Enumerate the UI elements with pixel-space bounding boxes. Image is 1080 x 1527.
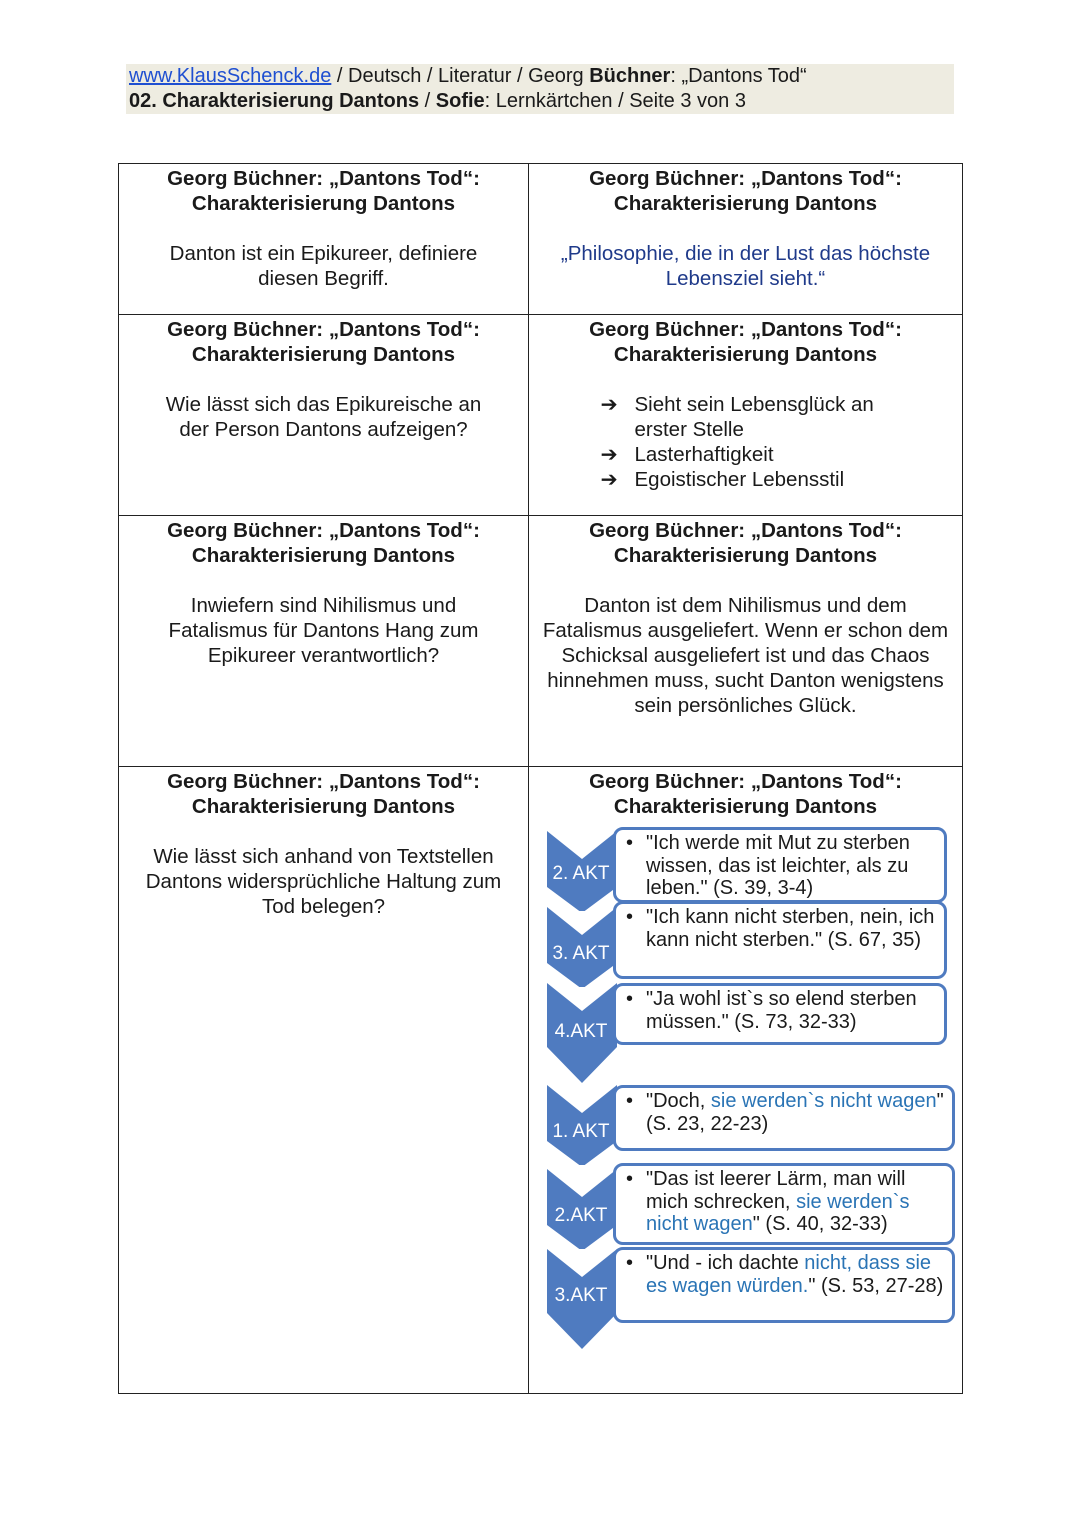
act-chevron: 1. AKT [547,1085,617,1165]
site-link[interactable]: www.KlausSchenck.de [129,65,332,87]
question-text: Inwiefern sind Nihilismus und Fatalismus für Dantons Hang zum Epikureer verantwortlich? [168,594,479,667]
card-title: Georg Büchner: „Dantons Tod“: Charakterisierung Dantons [167,770,480,818]
answer-list [601,392,891,492]
header-line-2: 02. Charakterisierung Dantons / Sofie: Lernkärtchen / Seite 3 von 3 [129,90,746,112]
question-text: Wie lässt sich das Epikureische an der Person Dantons aufzeigen? [165,393,482,441]
question-text: Wie lässt sich anhand von Textstellen Dantons widersprüchliche Haltung zum Tod belegen? [145,845,502,918]
card-title: Georg Büchner: „Dantons Tod“: Charakterisierung Dantons [167,519,480,567]
flashcards-table [118,163,963,1394]
card-title: Georg Büchner: „Dantons Tod“: Charakterisierung Dantons [167,167,480,215]
card-row-4 [119,767,963,1394]
card-row-1 [119,164,963,315]
card-title: Georg Büchner: „Dantons Tod“: Charakterisierung Dantons [589,519,902,567]
quote-timeline-diagram [535,825,955,1365]
act-chevron: 3. AKT [547,907,617,987]
question-card-3 [119,516,529,767]
list-item: ➔ Lasterhaftigkeit [600,443,774,466]
header-topic: 02. Charakterisierung Dantons [129,90,420,112]
answer-card-1 [529,164,963,315]
list-item: ➔ Sieht sein Lebensglück an erster Stelle [600,393,874,441]
arrow-right-icon: ➔ [600,468,618,491]
quote-box: • "Ich kann nicht sterben, nein, ich kann nicht sterben." (S. 67, 35) [613,901,947,979]
header-page-info: : Lernkärtchen / Seite 3 von 3 [484,90,746,112]
answer-card-3 [529,516,963,767]
header-path: / Deutsch / Literatur / Georg [331,65,590,87]
header-title: : „Dantons Tod“ [670,65,807,87]
page-header [126,64,954,114]
answer-text: „Philosophie, die in der Lust das höchste Lebensziel sieht.“ [560,242,931,290]
arrow-right-icon: ➔ [600,443,618,466]
answer-card-2 [529,315,963,516]
act-chevron: 2.AKT [547,1169,617,1249]
question-card-1 [119,164,529,315]
header-student: Sofie [435,90,485,112]
list-item: ➔ Egoistischer Lebensstil [600,468,845,491]
card-title: Georg Büchner: „Dantons Tod“: Charakterisierung Dantons [167,318,480,366]
bullet-icon: • [626,906,634,928]
bullet-icon: • [626,988,634,1010]
quote-box: • "Doch, sie werden`s nicht wagen" (S. 23, 22-23) [613,1085,955,1151]
header-line-1 [129,64,954,89]
bullet-icon: • [626,832,634,854]
answer-text: Danton ist dem Nihilismus und dem Fatalismus ausgeliefert. Wenn er schon dem Schicksal ausgeliefert ist und das Chaos hinnehmen muss, sucht Danton wenigstens sein persönliches Glück. [542,594,949,717]
card-title: Georg Büchner: „Dantons Tod“: Charakterisierung Dantons [589,318,902,366]
question-card-2 [119,315,529,516]
question-card-4 [119,767,529,1394]
question-text: Danton ist ein Epikureer, definiere diesen Begriff. [169,242,478,290]
quote-box: • "Ich werde mit Mut zu sterben wissen, das ist leichter, als zu leben." (S. 39, 3-4) [613,827,947,903]
card-title: Georg Büchner: „Dantons Tod“: Charakterisierung Dantons [589,770,902,818]
quote-box: • "Ja wohl ist`s so elend sterben müssen." (S. 73, 32-33) [613,983,947,1045]
card-row-3 [119,516,963,767]
bullet-icon: • [626,1252,634,1274]
act-chevron: 4.AKT [547,983,617,1083]
arrow-right-icon: ➔ [600,393,618,416]
card-title: Georg Büchner: „Dantons Tod“: Charakterisierung Dantons [589,167,902,215]
act-chevron: 3.AKT [547,1249,617,1349]
bullet-icon: • [626,1168,634,1190]
header-author: Büchner [589,65,671,87]
bullet-icon: • [626,1090,634,1112]
quote-box: • "Und - ich dachte nicht, dass sie es wagen würden." (S. 53, 27-28) [613,1247,955,1323]
answer-card-4 [529,767,963,1394]
card-row-2 [119,315,963,516]
quote-box: • "Das ist leerer Lärm, man will mich schrecken, sie werden`s nicht wagen" (S. 40, 32-33) [613,1163,955,1245]
act-chevron: 2. AKT [547,831,617,911]
